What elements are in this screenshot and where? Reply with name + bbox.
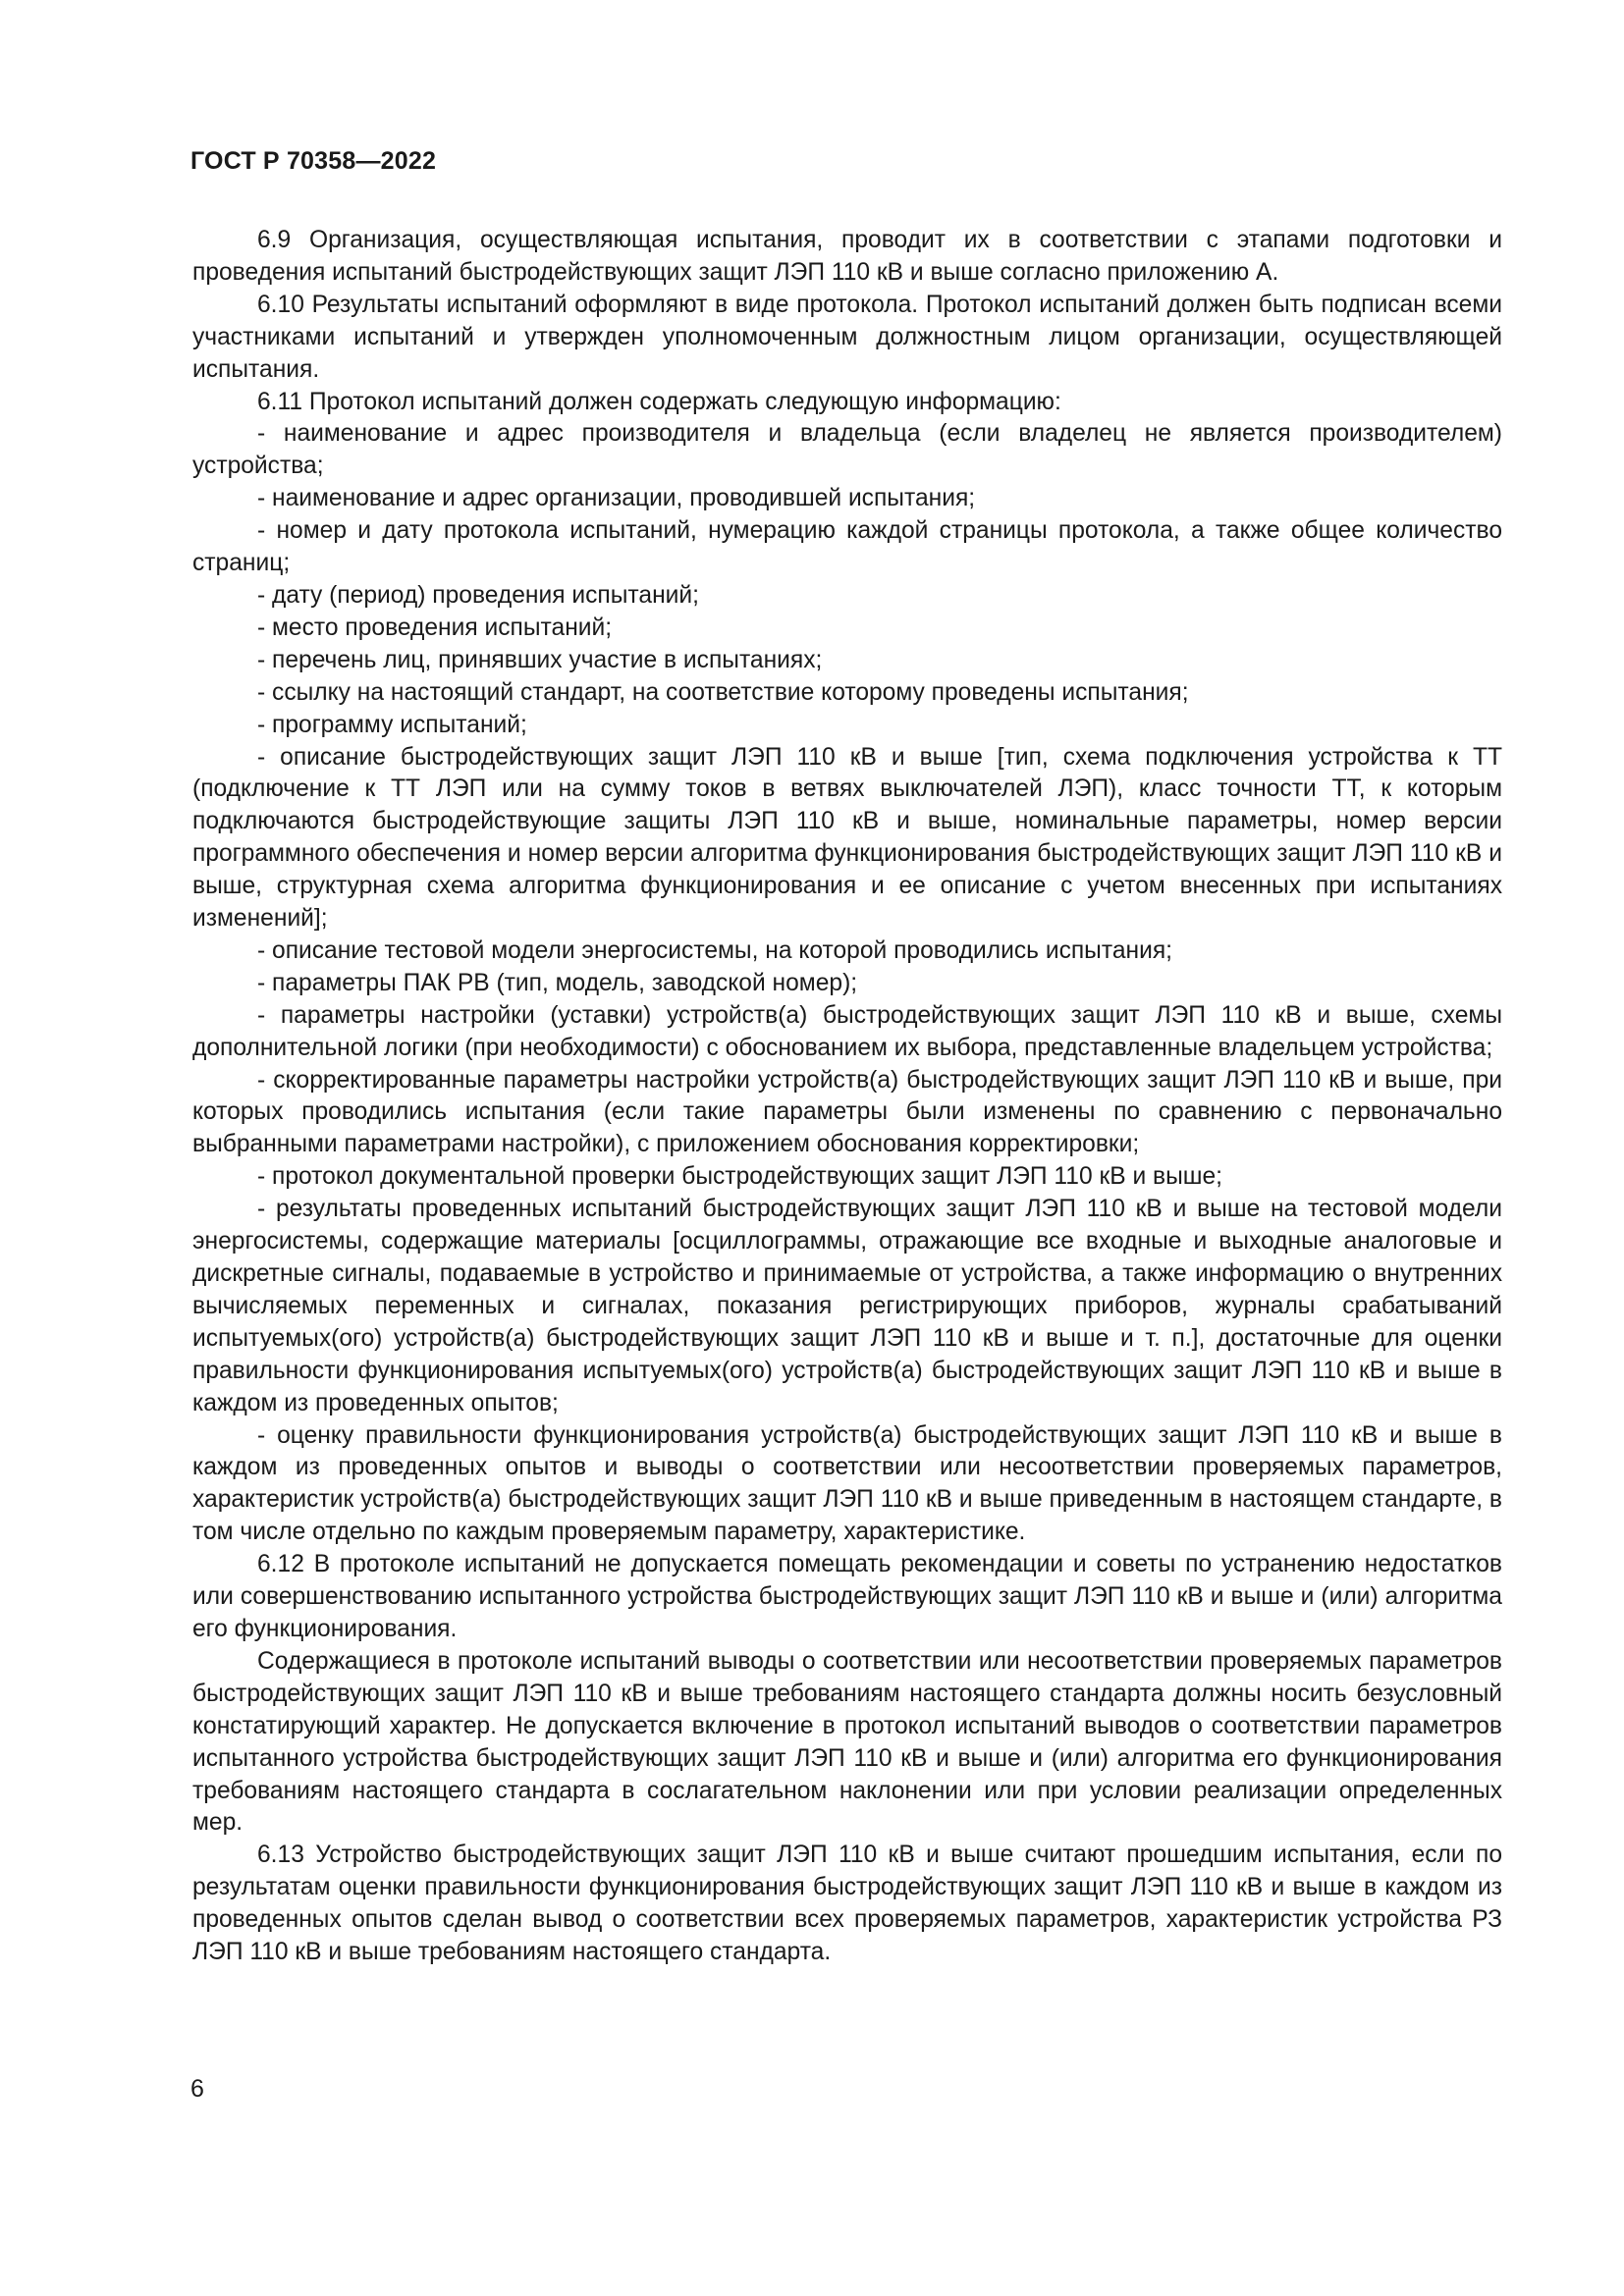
paragraph-6-11: 6.11 Протокол испытаний должен содержать следующую информацию: [257, 388, 1061, 415]
list-item: - наименование и адрес организации, проводившей испытания; [257, 485, 976, 512]
list-item: - место проведения испытаний; [257, 614, 613, 641]
paragraph-6-9: 6.9 Организация, осуществляющая испытания, проводит их в соответствии с этапами подготовки и проведения испытаний быстродействующих защит ЛЭП 110 кВ и выше согласно приложению А. [192, 227, 1502, 286]
list-item: - оценку правильности функционирования устройств(а) быстродействующих защит ЛЭП 110 кВ и выше в каждом из проведенных опытов и выводы о соответствии или несоответствии проверяемых параметров, характеристик устройств(а) быстродействующих защит ЛЭП 110 кВ и выше приведенным в настоящем стандарте, в том числе отдельно по каждым проверяемым параметру, характеристике. [192, 1421, 1502, 1546]
list-item: - программу испытаний; [257, 711, 527, 738]
list-item: - перечень лиц, принявших участие в испытаниях; [257, 646, 823, 673]
page-number: 6 [190, 2075, 204, 2103]
document-body [192, 225, 1502, 1969]
paragraph-6-12-continued: Содержащиеся в протоколе испытаний выводы о соответствии или несоответствии проверяемых параметров быстродействующих защит ЛЭП 110 кВ и выше требованиям настоящего стандарта должны носить безусловный констатирующий характер. Не допускается включение в протокол испытаний выводов о соответствии параметров испытанного устройства быстродействующих защит ЛЭП 110 кВ и выше и (или) алгоритма его функционирования требованиям настоящего стандарта в сослагательном наклонении или при условии реализации определенных мер. [192, 1647, 1502, 1837]
list-item: - ссылку на настоящий стандарт, на соответствие которому проведены испытания; [257, 678, 1189, 706]
list-item: - дату (период) проведения испытаний; [257, 581, 699, 609]
paragraph-6-13: 6.13 Устройство быстродействующих защит ЛЭП 110 кВ и выше считают прошедшим испытания, если по результатам оценки правильности функционирования быстродействующих защит ЛЭП 110 кВ и выше в каждом из проведенных опытов сделан вывод о соответствии всех проверяемых параметров, характеристик устройства РЗ ЛЭП 110 кВ и выше требованиям настоящего стандарта. [192, 1842, 1502, 1966]
list-item: - номер и дату протокола испытаний, нумерацию каждой страницы протокола, а также общее количество страниц; [192, 517, 1502, 577]
paragraph-6-10: 6.10 Результаты испытаний оформляют в виде протокола. Протокол испытаний должен быть подписан всеми участниками испытаний и утвержден уполномоченным должностным лицом организации, осуществляющей испытания. [192, 291, 1502, 383]
list-item: - результаты проведенных испытаний быстродействующих защит ЛЭП 110 кВ и выше на тестовой модели энергосистемы, содержащие материалы [осциллограммы, отражающие все входные и выходные аналоговые и дискретные сигналы, подаваемые в устройство и принимаемые от устройства, а также информацию о внутренних вычисляемых переменных и сигналах, показания регистрирующих приборов, журналы срабатываний испытуемых(ого) устройств(а) быстродействующих защит ЛЭП 110 кВ и выше и т. п.], достаточные для оценки правильности функционирования испытуемых(ого) устройств(а) быстродействующих защит ЛЭП 110 кВ и выше в каждом из проведенных опытов; [192, 1196, 1502, 1416]
list-item: - скорректированные параметры настройки устройств(а) быстродействующих защит ЛЭП 110 кВ и выше, при которых проводились испытания (если такие параметры были изменены по сравнению с первоначально выбранными параметрами настройки), с приложением обоснования корректировки; [192, 1066, 1502, 1158]
list-item: - параметры настройки (уставки) устройств(а) быстродействующих защит ЛЭП 110 кВ и выше, схемы дополнительной логики (при необходимости) с обоснованием их выбора, представленные владельцем устройства; [192, 1001, 1502, 1061]
list-item: - протокол документальной проверки быстродействующих защит ЛЭП 110 кВ и выше; [257, 1163, 1223, 1191]
list-item: - описание тестовой модели энергосистемы, на которой проводились испытания; [257, 936, 1172, 964]
paragraph-6-12: 6.12 В протоколе испытаний не допускается помещать рекомендации и советы по устранению недостатков или совершенствованию испытанного устройства быстродействующих защит ЛЭП 110 кВ и выше и (или) алгоритма его функционирования. [192, 1551, 1502, 1642]
list-item: - наименование и адрес производителя и владельца (если владелец не является производителем) устройства; [192, 420, 1502, 480]
list-item: - описание быстродействующих защит ЛЭП 110 кВ и выше [тип, схема подключения устройства к ТТ (подключение к ТТ ЛЭП или на сумму токов в ветвях выключателей ЛЭП), класс точности ТТ, к которым подключаются быстродействующие защиты ЛЭП 110 кВ и выше, номинальные параметры, номер версии программного обеспечения и номер версии алгоритма функционирования быстродействующих защит ЛЭП 110 кВ и выше, структурная схема алгоритма функционирования и ее описание с учетом внесенных при испытаниях изменений]; [192, 743, 1502, 933]
document-header-title: ГОСТ Р 70358—2022 [190, 147, 437, 175]
list-item: - параметры ПАК РВ (тип, модель, заводской номер); [257, 969, 858, 996]
